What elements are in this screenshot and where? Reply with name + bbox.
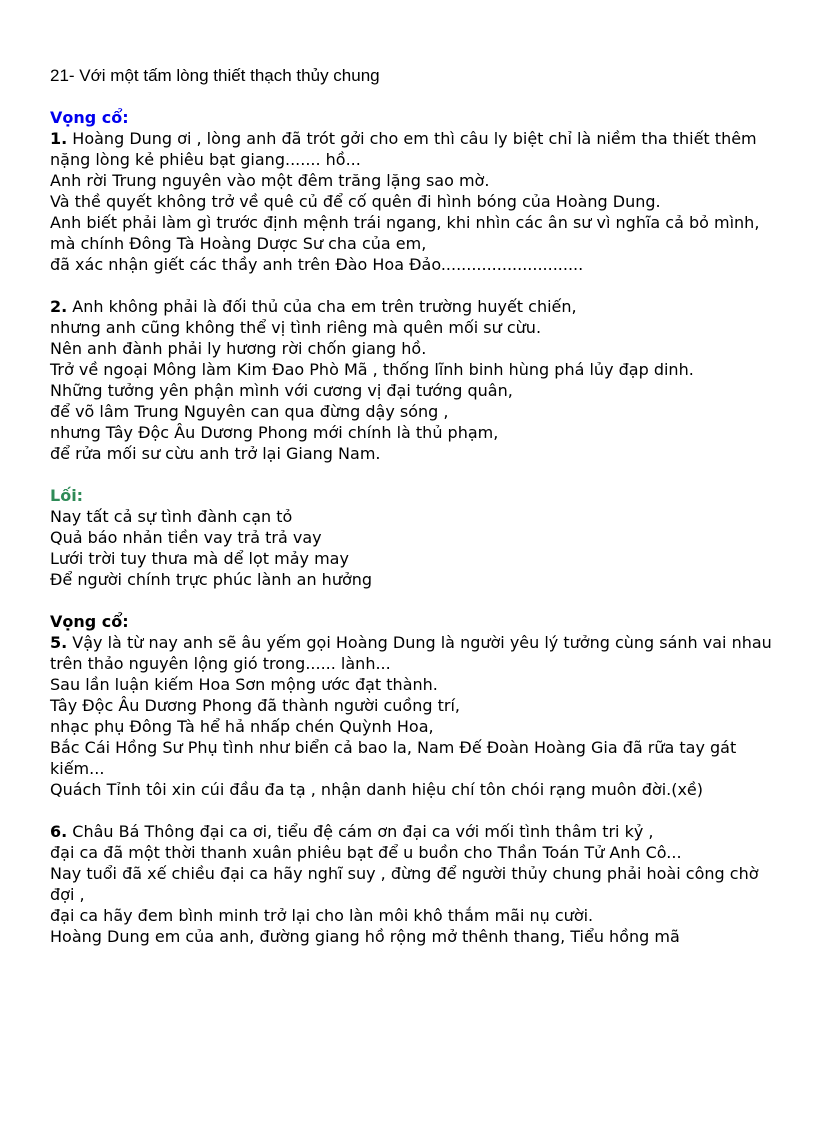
loi-line: Để người chính trực phúc lành an hưởng: [50, 570, 373, 589]
spacer: [50, 800, 785, 821]
song-title: 21- Với một tấm lòng thiết thạch thủy chung: [50, 66, 380, 85]
verse-1-line: mà chính Đông Tà Hoàng Dược Sư cha của em,: [50, 234, 427, 253]
verse-6-line: đại ca đã một thời thanh xuân phiêu bạt để u buồn cho Thần Toán Tử Anh Cô...: [50, 843, 682, 862]
verse-2-line: để võ lâm Trung Nguyên can qua đừng dậy sóng ,: [50, 402, 449, 421]
verse-6-line-1: 6. Châu Bá Thông đại ca ơi, tiểu đệ cám ơn đại ca với mối tình thâm tri kỷ ,: [50, 822, 654, 841]
verse-2-line: để rửa mối sư cừu anh trở lại Giang Nam.: [50, 444, 381, 463]
verse-6-line: Hoàng Dung em của anh, đường giang hồ rộng mở thênh thang, Tiểu hồng mã: [50, 927, 680, 946]
verse-2-line: nhưng Tây Độc Âu Dương Phong mới chính là thủ phạm,: [50, 423, 499, 442]
verse-6-line: Nay tuổi đã xế chiều đại ca hãy nghĩ suy , đừng để người thủy chung phải hoài công chờ đợi ,: [50, 864, 759, 904]
verse-2-line: nhưng anh cũng không thể vị tình riêng mà quên mối sư cừu.: [50, 318, 542, 337]
verse-5-line: Quách Tỉnh tôi xin cúi đầu đa tạ , nhận danh hiệu chí tôn chói rạng muôn đời.(xề): [50, 780, 704, 799]
verse-2-line: Trở về ngoại Mông làm Kim Đao Phò Mã , thống lĩnh binh hùng phá lủy đạp dinh.: [50, 360, 694, 379]
verse-number: 5.: [50, 633, 68, 652]
verse-5-line: Bắc Cái Hồng Sư Phụ tình như biển cả bao la, Nam Đế Đoàn Hoàng Gia đã rữa tay gát kiếm...: [50, 738, 737, 778]
verse-2-line: Những tưởng yên phận mình với cương vị đại tướng quân,: [50, 381, 513, 400]
document-page: [50, 65, 785, 947]
loi-line: Quả báo nhản tiền vay trả trả vay: [50, 528, 322, 547]
spacer: [50, 275, 785, 296]
spacer: [50, 590, 785, 611]
verse-1-line: Và thề quyết không trở về quê củ để cố quên đi hình bóng của Hoàng Dung.: [50, 192, 661, 211]
vong-co-heading: Vọng cổ:: [50, 108, 129, 127]
spacer: [50, 464, 785, 485]
verse-5-line: nhạc phụ Đông Tà hể hả nhấp chén Quỳnh Hoa,: [50, 717, 434, 736]
verse-number: 2.: [50, 297, 68, 316]
loi-heading: Lối:: [50, 486, 84, 505]
verse-5-line: Tây Độc Âu Dương Phong đã thành người cuồng trí,: [50, 696, 460, 715]
verse-2-line-1: 2. Anh không phải là đối thủ của cha em trên trường huyết chiến,: [50, 297, 577, 316]
verse-1-line: Anh rời Trung nguyên vào một đêm trăng lặng sao mờ.: [50, 171, 490, 190]
verse-1-line: đã xác nhận giết các thầy anh trên Đào Hoa Đảo............................: [50, 255, 584, 274]
verse-1-line: Anh biết phải làm gì trước định mệnh trái ngang, khi nhìn các ân sư vì nghĩa cả bỏ mình,: [50, 213, 760, 232]
verse-2-line: Nên anh đành phải ly hương rời chốn giang hồ.: [50, 339, 427, 358]
verse-5-line-1: 5. Vậy là từ nay anh sẽ âu yếm gọi Hoàng Dung là người yêu lý tưởng cùng sánh vai nhau trên thảo nguyên lộng gió trong...... lành...: [50, 633, 772, 673]
vong-co-heading-2: Vọng cổ:: [50, 612, 129, 631]
verse-1-line-1: 1. Hoàng Dung ơi , lòng anh đã trót gởi cho em thì câu ly biệt chỉ là niềm tha thiết thêm nặng lòng kẻ phiêu bạt giang....... hồ...: [50, 129, 757, 169]
loi-line: Nay tất cả sự tình đành cạn tỏ: [50, 507, 293, 526]
verse-6-line: đại ca hãy đem bình minh trở lại cho làn môi khô thắm mãi nụ cười.: [50, 906, 594, 925]
verse-5-line: Sau lần luận kiếm Hoa Sơn mộng ước đạt thành.: [50, 675, 438, 694]
verse-number: 6.: [50, 822, 68, 841]
verse-number: 1.: [50, 129, 68, 148]
loi-line: Lưới trời tuy thưa mà dể lọt mảy may: [50, 549, 349, 568]
